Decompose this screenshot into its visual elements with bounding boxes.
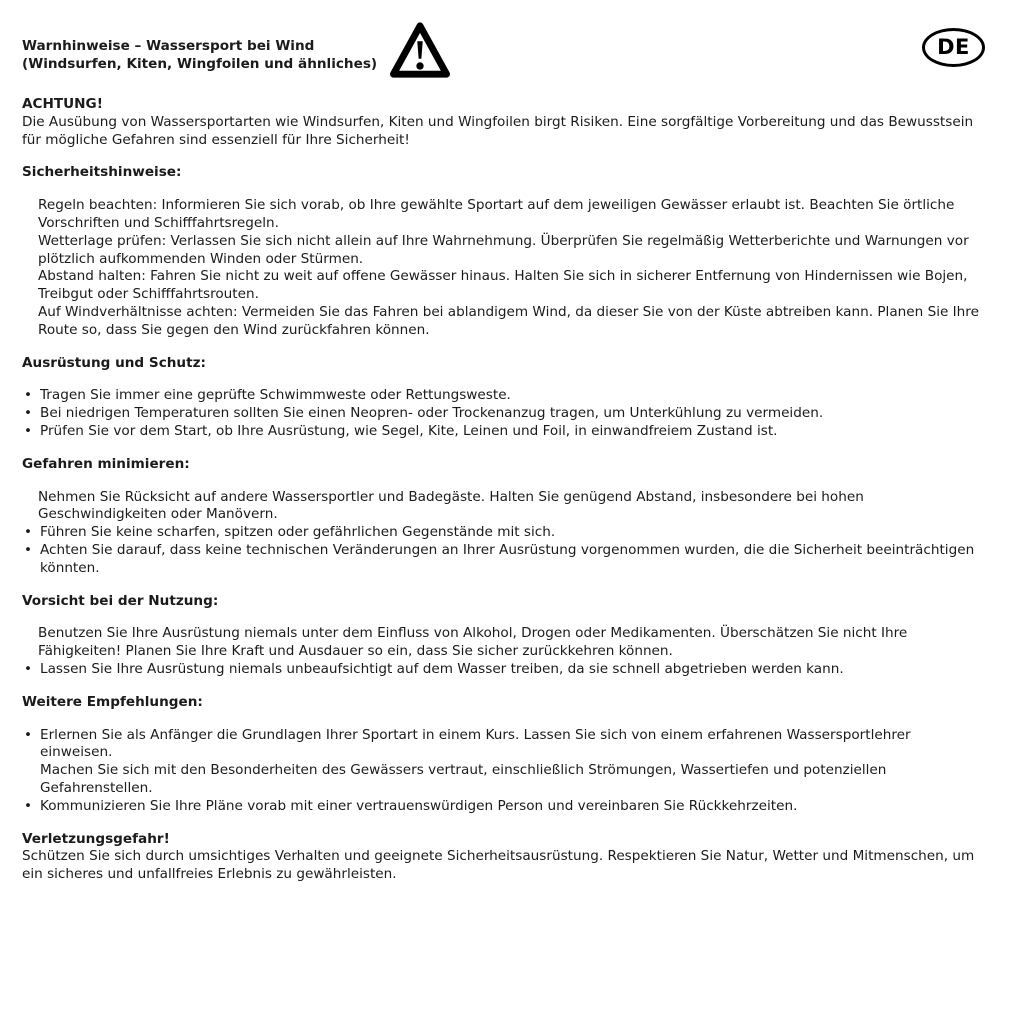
empfehlungen-list-2 xyxy=(22,798,985,816)
empfehlungen-continuation: Machen Sie sich mit den Besonderheiten des Gewässers vertraut, einschließlich Strömungen, Wassertiefen und potenziellen Gefahrenstellen. xyxy=(40,762,887,796)
list-item: • Tragen Sie immer eine geprüfte Schwimmweste oder Rettungsweste. xyxy=(22,387,985,405)
list-item: • Prüfen Sie vor dem Start, ob Ihre Ausrüstung, wie Segel, Kite, Leinen und Foil, in einwandfreiem Zustand ist. xyxy=(22,423,985,441)
section-heading-vorsicht: Vorsicht bei der Nutzung: xyxy=(22,592,219,609)
gefahren-list xyxy=(22,524,985,577)
list-item: • Bei niedrigen Temperaturen sollten Sie einen Neopren- oder Trockenanzug tragen, um Unterkühlung zu vermeiden. xyxy=(22,405,985,423)
list-item: Abstand halten: Fahren Sie nicht zu weit auf offene Gewässer hinaus. Halten Sie sich in sicherer Entfernung von Hindernissen wie Bojen, Treibgut oder Schifffahrtsrouten. xyxy=(38,268,968,303)
section-sicherheitshinweise xyxy=(22,164,985,339)
sicherheitshinweise-list xyxy=(22,197,985,339)
list-item: • Führen Sie keine scharfen, spitzen oder gefährlichen Gegenstände mit sich. xyxy=(22,524,985,542)
section-heading-gefahren: Gefahren minimieren: xyxy=(22,455,190,472)
vorsicht-list xyxy=(22,661,985,679)
section-empfehlungen xyxy=(22,694,985,816)
achtung-paragraph: Die Ausübung von Wassersportarten wie Windsurfen, Kiten und Wingfoilen birgt Risiken. Eine sorgfältige Vorbereitung und das Bewusstsein für mögliche Gefahren sind essenziell für Ihre Sicherheit! xyxy=(22,113,974,148)
section-heading-verletzungsgefahr: Verletzungsgefahr! xyxy=(22,830,170,847)
list-item: Wetterlage prüfen: Verlassen Sie sich nicht allein auf Ihre Wahrnehmung. Überprüfen Sie regelmäßig Wetterberichte und Warnungen vor plötzlich aufkommenden Winden oder Stürmen. xyxy=(38,232,969,267)
gefahren-intro: Nehmen Sie Rücksicht auf andere Wassersportler und Badegäste. Halten Sie genügend Abstand, insbesondere bei hohen Geschwindigkeiten oder Manövern. xyxy=(38,488,864,523)
ausruestung-list xyxy=(22,387,985,440)
section-ausruestung xyxy=(22,355,985,441)
title-line-2: (Windsurfen, Kiten, Wingfoilen und ähnliches) xyxy=(22,55,378,72)
list-item: Regeln beachten: Informieren Sie sich vorab, ob Ihre gewählte Sportart auf dem jeweiligen Gewässer erlaubt ist. Beachten Sie örtliche Vorschriften und Schifffahrtsregeln. xyxy=(38,197,955,231)
section-achtung xyxy=(22,96,985,149)
section-heading-empfehlungen: Weitere Empfehlungen: xyxy=(22,693,203,710)
section-heading-achtung: ACHTUNG! xyxy=(22,96,103,112)
section-vorsicht xyxy=(22,593,985,679)
section-heading-sicherheitshinweise: Sicherheitshinweise: xyxy=(22,164,182,181)
section-verletzungsgefahr xyxy=(22,831,985,884)
list-item: • Kommunizieren Sie Ihre Pläne vorab mit einer vertrauenswürdigen Person und vereinbaren Sie Rückkehrzeiten. xyxy=(22,798,985,816)
title-line-1: Warnhinweise – Wassersport bei Wind xyxy=(22,38,315,54)
section-gefahren xyxy=(22,456,985,578)
list-item: • Lassen Sie Ihre Ausrüstung niemals unbeaufsichtigt auf dem Wasser treiben, da sie schnell abgetrieben werden kann. xyxy=(22,661,985,679)
vorsicht-intro: Benutzen Sie Ihre Ausrüstung niemals unter dem Einfluss von Alkohol, Drogen oder Medikamenten. Überschätzen Sie nicht Ihre Fähigkeiten! Planen Sie Ihre Kraft und Ausdauer so ein, dass Sie sicher zurückkehren können. xyxy=(38,625,908,660)
section-heading-ausruestung: Ausrüstung und Schutz: xyxy=(22,354,206,371)
verletzung-paragraph: Schützen Sie sich durch umsichtiges Verhalten und geeignete Sicherheitsausrüstung. Respektieren Sie Natur, Wetter und Mitmenschen, um ein sicheres und unfallfreies Erlebnis zu gewährleisten. xyxy=(22,848,975,883)
empfehlungen-list xyxy=(22,727,985,763)
list-item: • Achten Sie darauf, dass keine technischen Veränderungen an Ihrer Ausrüstung vorgenommen wurden, die die Sicherheit beeinträchtigen könnten. xyxy=(22,542,985,578)
page-title xyxy=(22,38,377,74)
language-badge: DE xyxy=(922,28,985,67)
list-item: • Erlernen Sie als Anfänger die Grundlagen Ihrer Sportart in einem Kurs. Lassen Sie sich von einem erfahrenen Wassersportlehrer einweisen. xyxy=(22,727,985,763)
warning-triangle-icon xyxy=(389,20,451,80)
list-item: Auf Windverhältnisse achten: Vermeiden Sie das Fahren bei ablandigem Wind, da dieser Sie von der Küste abtreiben kann. Planen Sie Ihre Route so, dass Sie gegen den Wind zurückfahren können. xyxy=(38,303,979,338)
document-header xyxy=(22,34,985,82)
